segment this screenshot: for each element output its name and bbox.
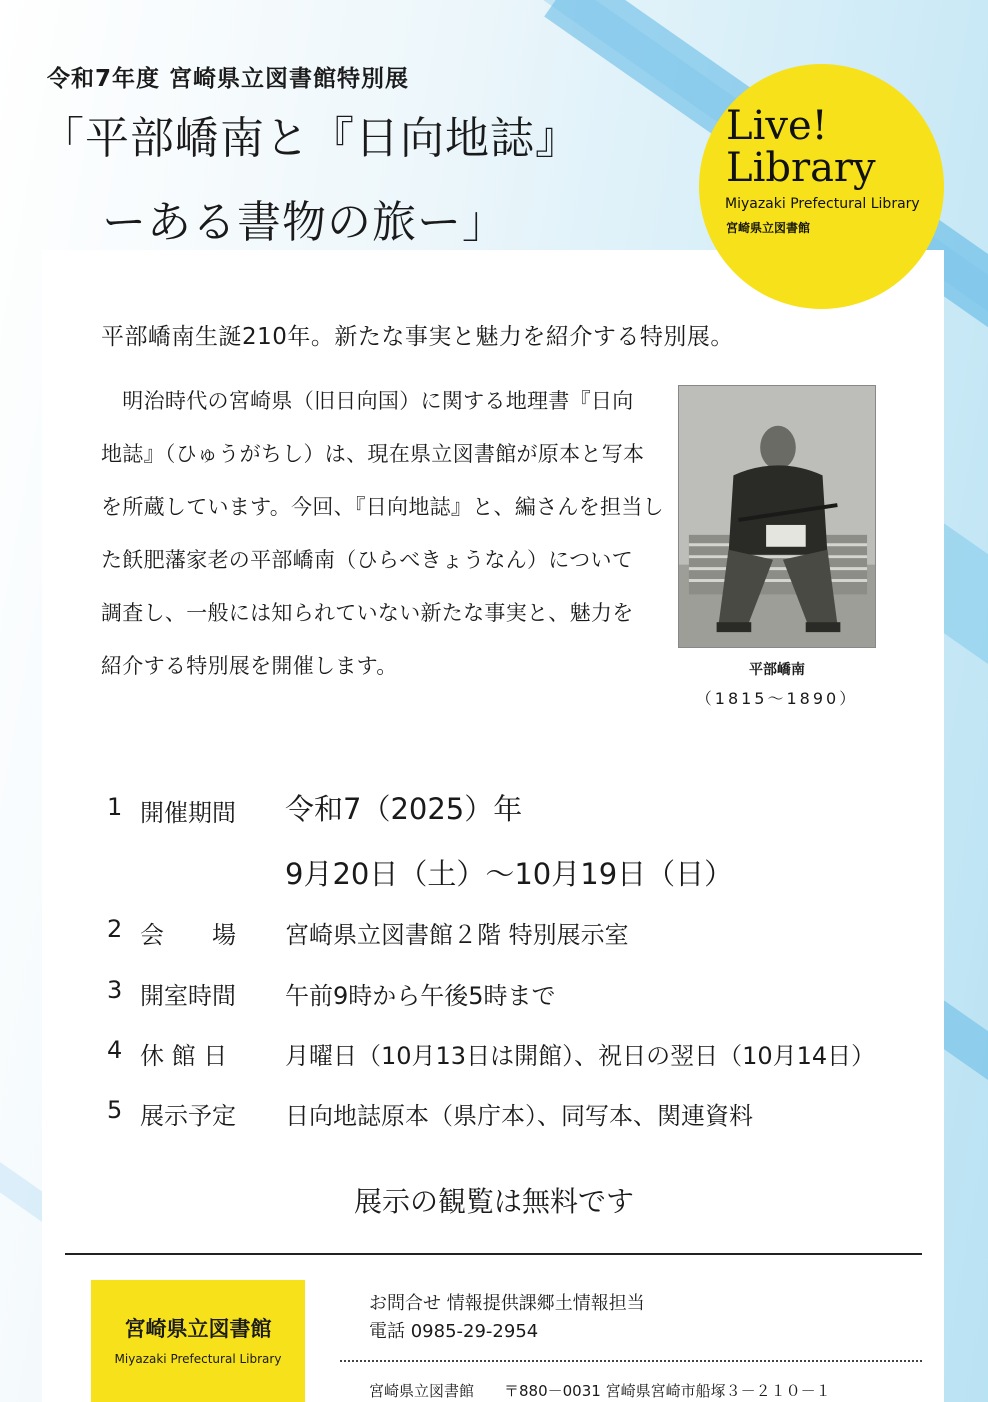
- free-admission-note: 展示の観覧は無料です: [353, 1185, 634, 1218]
- info-label: 開催期間: [140, 799, 236, 827]
- info-label: 展示予定: [140, 1102, 236, 1130]
- logo-library-text: Library: [726, 145, 876, 191]
- info-number: 3: [107, 976, 123, 1004]
- info-number: 1: [107, 793, 123, 821]
- logo-english-name: Miyazaki Prefectural Library: [725, 196, 920, 212]
- description-text: [101, 375, 664, 693]
- exhibition-title-line2: ーある書物の旅ー」: [102, 197, 507, 248]
- description-line: 地誌』（ひゅうがちし）は、現在県立図書館が原本と写本: [101, 442, 645, 466]
- info-value: 午前9時から午後5時まで: [285, 982, 556, 1010]
- info-number: 5: [107, 1096, 123, 1124]
- logo-japanese-name: 宮崎県立図書館: [726, 221, 811, 235]
- info-value: 月曜日（10月13日は開館）、祝日の翌日（10月14日）: [285, 1042, 876, 1070]
- contact-department: お問合せ 情報提供課郷土情報担当: [369, 1293, 645, 1314]
- dotted-divider: [340, 1360, 922, 1362]
- info-label: 開室時間: [140, 982, 236, 1010]
- photo-caption-name: 平部嶠南: [749, 662, 805, 678]
- library-address: 宮崎県立図書館 〒880－0031 宮崎県宮崎市船塚３－２１０－１: [369, 1382, 831, 1400]
- info-value: 日向地誌原本（県庁本）、同写本、関連資料: [285, 1102, 753, 1130]
- description-line: 紹介する特別展を開催します。: [101, 654, 398, 678]
- footer-divider: [65, 1253, 922, 1255]
- exhibition-title-line1: 「平部嶠南と『日向地誌』: [40, 113, 580, 164]
- footer-logo-japanese: 宮崎県立図書館: [124, 1317, 272, 1341]
- description-line: 調査し、一般には知られていない新たな事実と、魅力を: [101, 601, 634, 625]
- lead-sentence: 平部嶠南生誕210年。新たな事実と魅力を紹介する特別展。: [101, 324, 734, 350]
- info-number: 2: [107, 915, 123, 943]
- description-line: 明治時代の宮崎県（旧日向国）に関する地理書『日向: [101, 389, 634, 413]
- info-value: 宮崎県立図書館２階 特別展示室: [285, 921, 629, 949]
- info-value: 令和7（2025）年: [285, 792, 523, 826]
- description-line: た飫肥藩家老の平部嶠南（ひらべきょうなん）について: [101, 548, 634, 572]
- footer-library-logo: [91, 1280, 305, 1402]
- description-line: を所蔵しています。今回、『日向地誌』と、編さんを担当し: [101, 495, 664, 519]
- photo-caption-years: （1815～1890）: [695, 689, 859, 708]
- exhibition-subtitle: 令和7年度 宮崎県立図書館特別展: [47, 66, 410, 92]
- contact-phone: 電話 0985-29-2954: [369, 1321, 539, 1342]
- footer-logo-english: Miyazaki Prefectural Library: [114, 1352, 282, 1366]
- logo-live-text: Live!: [726, 103, 828, 149]
- info-value-dates: 9月20日（土）～10月19日（日）: [285, 857, 734, 891]
- info-label: 休 館 日: [140, 1042, 228, 1070]
- info-number: 4: [107, 1036, 123, 1064]
- portrait-photo: [678, 385, 876, 648]
- info-label: 会 場: [140, 921, 236, 949]
